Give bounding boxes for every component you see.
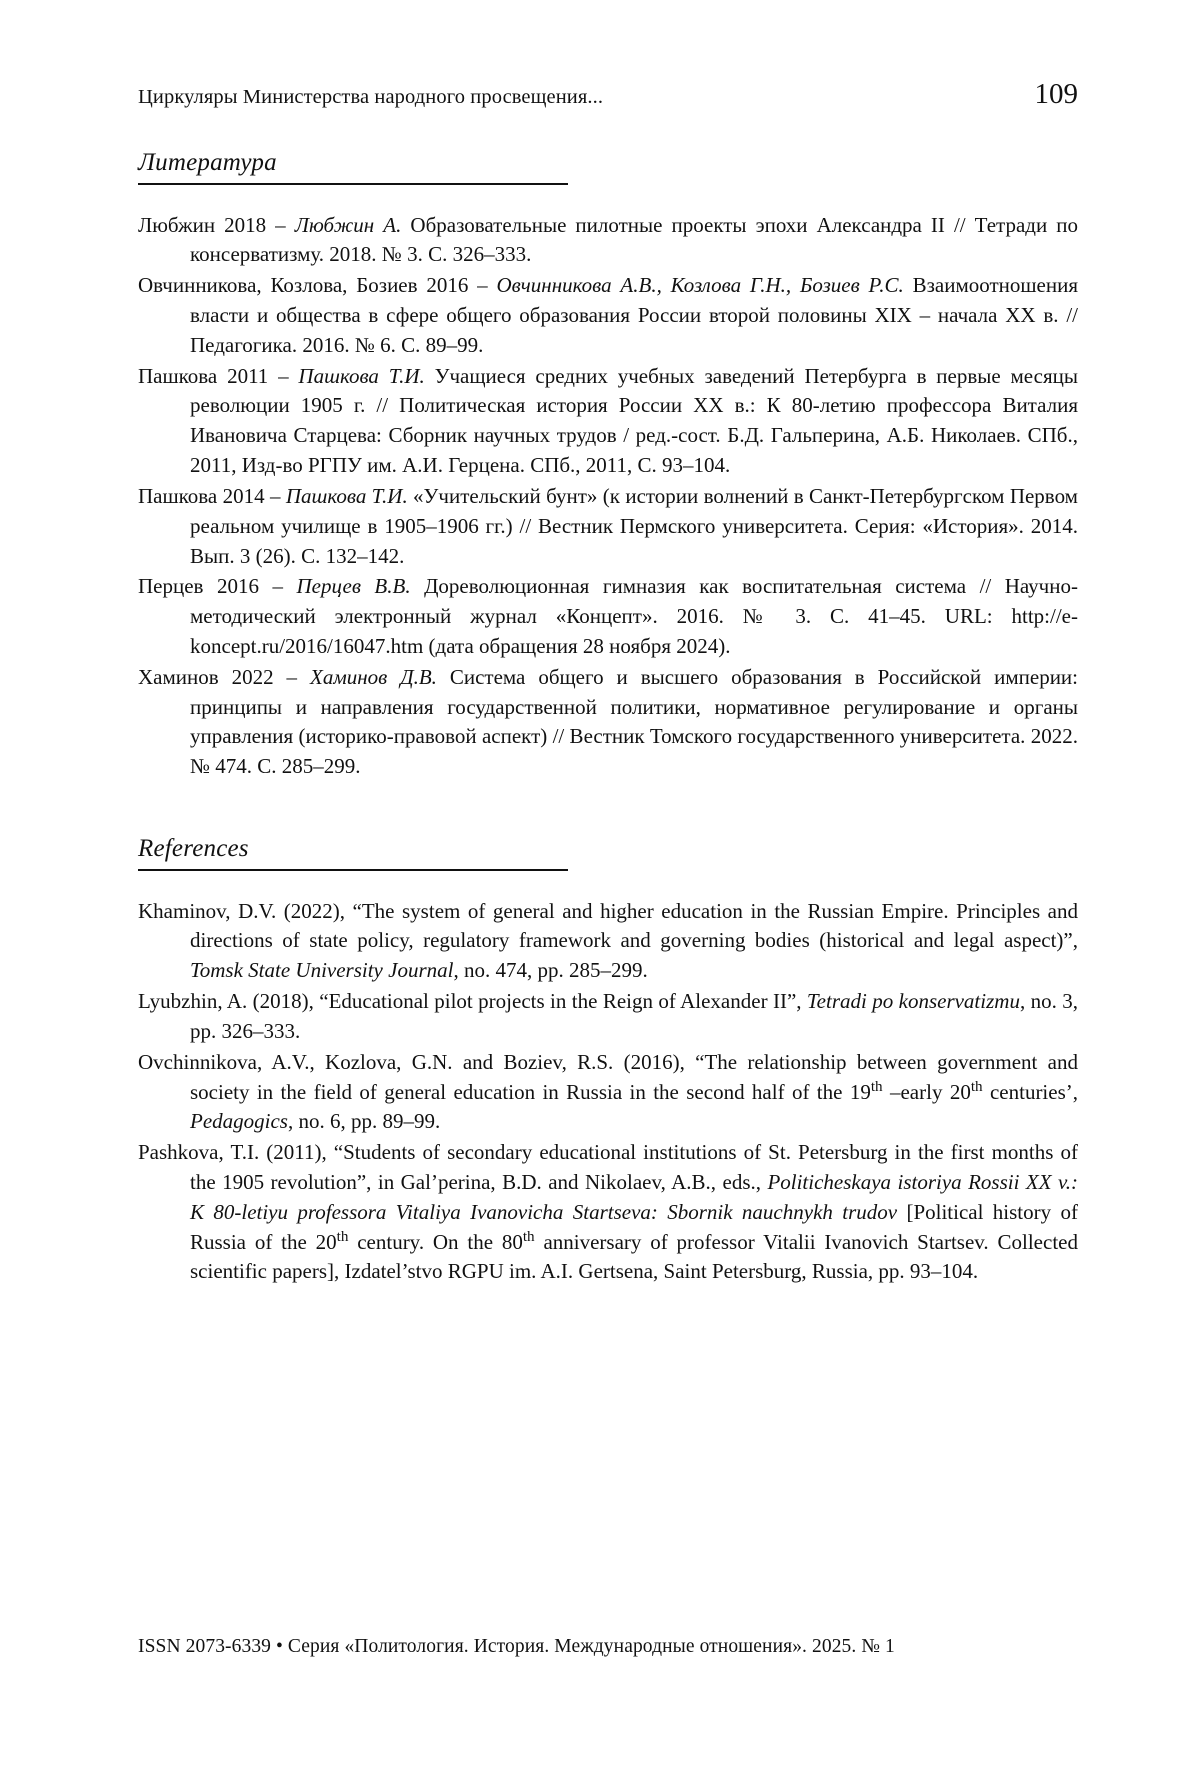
entry-text: century. On the 80 bbox=[348, 1229, 523, 1254]
bibliography-list-ru bbox=[138, 211, 1078, 782]
entry-text: Система общего и высшего образования в Российской империи: принципы и направления государственной политики, нормативное регулирование и органы управления (историко-правовой аспект) // Вестник Томского государственного университета. 2022. № 474. С. 285–299. bbox=[190, 664, 1078, 779]
page-content bbox=[138, 78, 1078, 1288]
entry-text: Образовательные пилотные проекты эпохи Александра II // Тетради по консерватизму. 2018. № 3. С. 326–333. bbox=[190, 212, 1078, 267]
entry-text: Учащиеся средних учебных заведений Петербурга в первые месяцы революции 1905 г. // Политическая история России XX в.: К 80-летию профессора Виталия Ивановича Старцева: Сборник научных трудов / ред.-сост. Б.Д. Гальперина, А.Б. Николаев. СПб., 2011, Изд-во РГПУ им. А.И. Герцена. СПб., 2011, С. 93–104. bbox=[190, 363, 1078, 478]
entry-text: Пашкова Т.И. bbox=[298, 363, 425, 388]
section-divider bbox=[138, 183, 568, 185]
entry-text: centuries’, bbox=[982, 1079, 1079, 1104]
entry-text: th bbox=[522, 1228, 535, 1245]
entry-text: Овчинникова А.В., Козлова Г.Н., Бозиев Р.С. bbox=[496, 273, 904, 298]
running-head bbox=[138, 78, 1078, 111]
entry-text: Перцев В.В. bbox=[296, 574, 411, 599]
entry-text: Хаминов Д.В. bbox=[310, 664, 437, 689]
entry-text: Пашкова 2014 – bbox=[138, 483, 286, 508]
entry-text: Взаимоотношения власти и общества в сфере общего образования России второй половины XIX – начала XX в. // Педагогика. 2016. № 6. С. 89–99. bbox=[190, 273, 1078, 357]
entry-text: Любжин 2018 – bbox=[138, 212, 295, 237]
section-spacer bbox=[138, 783, 1078, 835]
section-literatura bbox=[138, 149, 1078, 782]
page-number: 109 bbox=[1034, 78, 1078, 110]
entry-text: «Учительский бунт» (к истории волнений в Санкт-Петербургском Первом реальном училище в 1905–1906 гг.) // Вестник Пермского университета. Серия: «История». 2014. Вып. 3 (26). С. 132–142. bbox=[190, 483, 1078, 568]
section-heading: References bbox=[138, 835, 249, 863]
bibliography-entry bbox=[138, 1138, 1078, 1287]
entry-text: Pashkova, T.I. (2011), “Students of secondary educational institutions of St. Petersburg in the first months of the 1905 revolution”, in Gal’perina, B.D. and Nikolaev, A.B., eds., bbox=[138, 1140, 1078, 1194]
entry-text: , no. 3, pp. 326–333. bbox=[190, 989, 1078, 1043]
entry-text: Pedagogics bbox=[190, 1109, 288, 1134]
section-references bbox=[138, 835, 1078, 1287]
entry-text: –early 20 bbox=[882, 1079, 971, 1104]
entry-text: Овчинникова, Козлова, Бозиев 2016 – bbox=[138, 273, 497, 298]
entry-text: Tetradi po konservatizmu bbox=[806, 989, 1020, 1014]
bibliography-entry bbox=[138, 663, 1078, 782]
bibliography-entry bbox=[138, 271, 1078, 360]
entry-text: Tomsk State University Journal bbox=[190, 958, 454, 983]
entry-text: Любжин А. bbox=[294, 212, 402, 237]
entry-text: th bbox=[870, 1078, 883, 1095]
entry-text: Пашкова 2011 – bbox=[138, 363, 299, 388]
running-head-title: Циркуляры Министерства народного просвещения... bbox=[138, 86, 604, 108]
entry-text: th bbox=[970, 1078, 983, 1095]
entry-text: Перцев 2016 – bbox=[138, 574, 297, 599]
entry-text: Ovchinnikova, A.V., Kozlova, G.N. and Boziev, R.S. (2016), “The relationship between government and society in the field of general education in Russia in the second half of the 19 bbox=[138, 1049, 1078, 1104]
entry-text: th bbox=[336, 1228, 349, 1245]
section-divider bbox=[138, 869, 568, 871]
entry-text: Politicheskaya istoriya Rossii XX v.: K 80-letiyu professora Vitaliya Ivanovicha Startseva: Sbornik nauchnykh trudov bbox=[190, 1169, 1078, 1224]
bibliography-list-en bbox=[138, 897, 1078, 1288]
bibliography-entry bbox=[138, 1048, 1078, 1137]
entry-text: [Political history of Russia of the 20 bbox=[190, 1199, 1078, 1254]
entry-text: Lyubzhin, A. (2018), “Educational pilot projects in the Reign of Alexander II”, bbox=[138, 989, 807, 1014]
bibliography-entry bbox=[138, 211, 1078, 271]
entry-text: Хаминов 2022 – bbox=[138, 664, 310, 689]
bibliography-entry bbox=[138, 897, 1078, 986]
entry-text: Пашкова Т.И. bbox=[285, 483, 408, 508]
entry-text: , no. 474, pp. 285–299. bbox=[453, 958, 648, 983]
entry-text: Khaminov, D.V. (2022), “The system of general and higher education in the Russian Empire. Principles and directions of state policy, regulatory framework and governing bodies (historical and legal aspect)”, bbox=[138, 898, 1078, 953]
bibliography-entry bbox=[138, 362, 1078, 481]
page-footer: ISSN 2073-6339 • Серия «Политология. История. Международные отношения». 2025. № 1 bbox=[138, 1636, 895, 1657]
entry-text: Дореволюционная гимназия как воспитательная система // Научно-методический электронный журнал «Концепт». 2016. № 3. С. 41–45. URL: http://e-koncept.ru/2016/16047.htm (дата обращения 28 ноября 2024). bbox=[190, 574, 1078, 658]
entry-text: anniversary of professor Vitalii Ivanovich Startsev. Collected scientific papers], Izdatel’stvo RGPU im. A.I. Gertsena, Saint Petersburg, Russia, pp. 93–104. bbox=[190, 1229, 1078, 1284]
section-heading: Литература bbox=[138, 149, 277, 176]
bibliography-entry bbox=[138, 987, 1078, 1047]
bibliography-entry bbox=[138, 482, 1078, 571]
entry-text: , no. 6, pp. 89–99. bbox=[287, 1109, 441, 1134]
bibliography-entry bbox=[138, 572, 1078, 661]
